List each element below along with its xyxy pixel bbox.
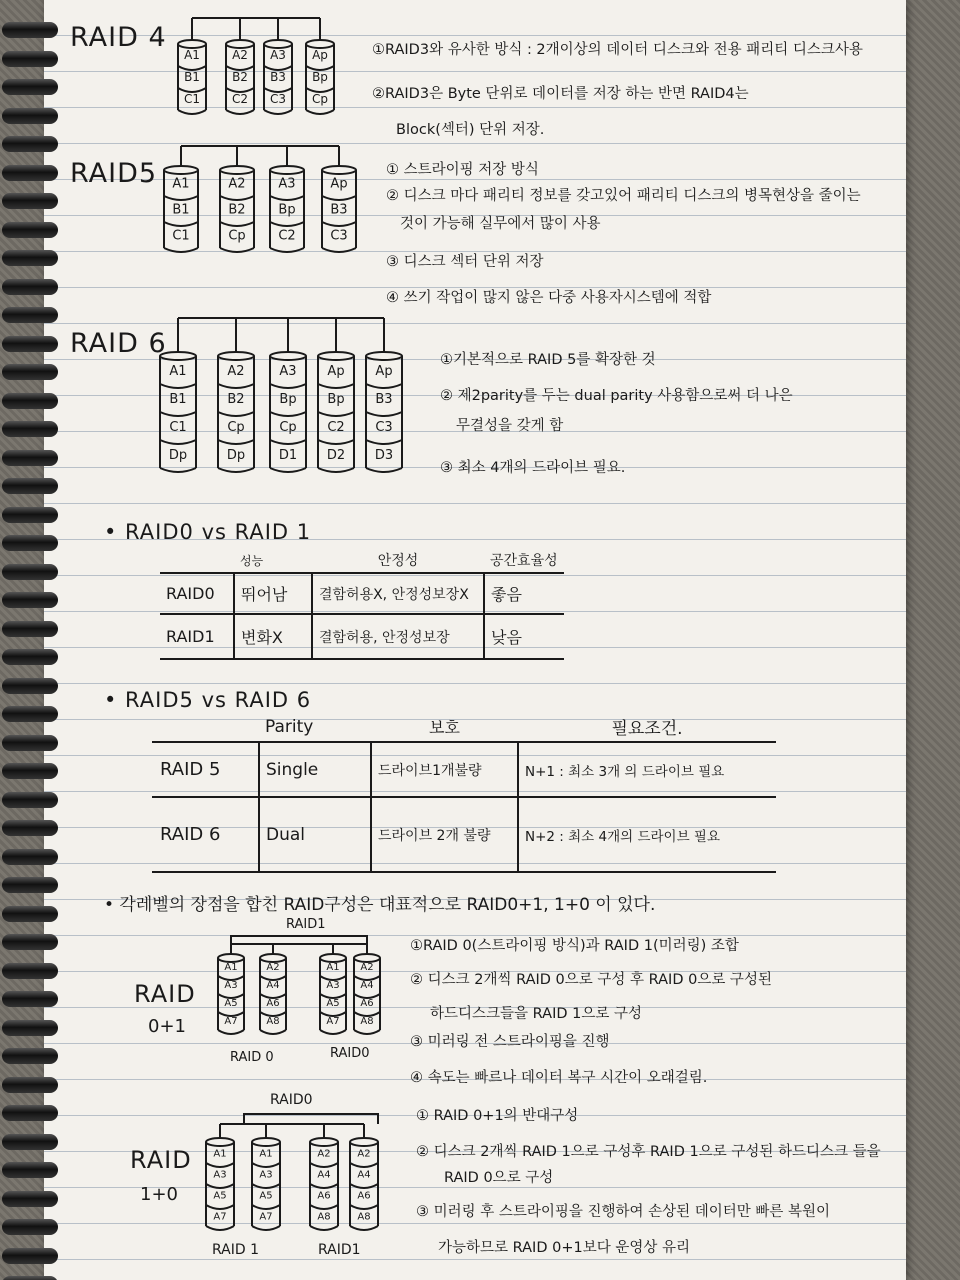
- disk-block-label: A1: [259, 1148, 273, 1160]
- disk-block-label: Bp: [278, 202, 296, 218]
- raid10-title-line2: 1+0: [140, 1184, 178, 1205]
- disk-block-label: A1: [172, 176, 190, 192]
- disk-block-label: Ap: [312, 47, 328, 62]
- disk-block-label: B3: [330, 202, 348, 218]
- compare56-header-requirement: 필요조건.: [611, 719, 683, 739]
- disk-block-label: A3: [259, 1169, 273, 1181]
- disk-segment-line: [206, 1184, 234, 1188]
- disk-segment-line: [252, 1163, 280, 1167]
- compare01-r2-performance: 변화X: [234, 614, 312, 659]
- disk-block-label: A5: [224, 998, 238, 1010]
- disk-block-label: A2: [317, 1148, 331, 1160]
- raid6-note-3: 무결성을 갖게 함: [456, 418, 564, 434]
- disk-top-icon: [270, 352, 306, 360]
- disk-segment-line: [318, 384, 354, 388]
- disk-segment-line: [270, 222, 304, 226]
- disk-block-label: B3: [375, 392, 393, 408]
- disk-block-label: A2: [227, 364, 245, 380]
- disk-top-icon: [220, 166, 254, 174]
- disk-block-label: B1: [169, 392, 187, 408]
- table-row: [160, 614, 564, 659]
- disk-segment-line: [220, 248, 254, 252]
- disk-block-label: C2: [327, 420, 345, 436]
- disk-block-label: A1: [184, 47, 200, 62]
- compare56-header-row: [152, 712, 776, 742]
- disk-block-label: A8: [266, 1016, 280, 1028]
- compare01-header-performance: 성능: [240, 553, 264, 568]
- disk-top-icon: [366, 352, 402, 360]
- disk-block-label: A2: [360, 962, 374, 974]
- disk-block-label: A7: [326, 1016, 340, 1028]
- disk-block-label: A3: [270, 47, 286, 62]
- disk-top-icon: [322, 166, 356, 174]
- disk-block-label: Cp: [227, 420, 245, 436]
- disk-block-label: Ap: [327, 364, 345, 380]
- disk-block-label: A1: [224, 962, 238, 974]
- disk-segment-line: [178, 110, 206, 114]
- raid01-note-3: 하드디스크들을 RAID 1으로 구성: [430, 1006, 642, 1022]
- raid5-note-1: ① 스트라이핑 저장 방식: [386, 162, 539, 178]
- disk-block-label: C3: [375, 420, 393, 436]
- disk-block-label: C3: [330, 228, 348, 244]
- disk-segment-line: [220, 196, 254, 200]
- disk-block-label: A3: [326, 980, 340, 992]
- raid01-top-bracket: [231, 936, 367, 944]
- compare01-table: [160, 548, 564, 660]
- table-row: [160, 573, 564, 614]
- disk-block-label: A3: [278, 176, 296, 192]
- compare56-r2-requirement: N+2 : 최소 4개의 드라이브 필요: [518, 797, 776, 872]
- disk-block-label: C2: [231, 91, 249, 106]
- disk-segment-line: [218, 440, 254, 444]
- disk-block-label: A1: [169, 364, 187, 380]
- disk-segment-line: [270, 248, 304, 252]
- disk-block-label: A6: [317, 1190, 331, 1202]
- disk-segment-line: [264, 110, 292, 114]
- disk-block-label: A3: [224, 980, 238, 992]
- disk-block-label: A2: [266, 962, 280, 974]
- raid10-note-1: ① RAID 0+1의 반대구성: [416, 1108, 579, 1124]
- raid10-note-5: 가능하므로 RAID 0+1보다 운영상 유리: [438, 1240, 690, 1256]
- disk-block-label: Cp: [312, 91, 328, 106]
- raid4-note-2: ②RAID3은 Byte 단위로 데이터를 저장 하는 반면 RAID4는: [372, 86, 749, 102]
- disk-block-label: A6: [357, 1190, 371, 1202]
- raid01-note-1: ①RAID 0(스트라이핑 방식)과 RAID 1(미러링) 조합: [410, 938, 739, 954]
- raid01-group-label-1: RAID 0: [230, 1050, 274, 1065]
- disk-segment-line: [160, 412, 196, 416]
- disk-segment-line: [350, 1163, 378, 1167]
- compare01-r1-space: 좋음: [484, 573, 564, 614]
- disk-top-icon: [206, 1138, 234, 1146]
- compare56-r1-parity: Single: [259, 742, 371, 797]
- disk-segment-line: [164, 248, 198, 252]
- disk-block-label: Ap: [330, 176, 348, 192]
- raid01-title-line1: RAID: [134, 980, 196, 1008]
- disk-block-label: A2: [228, 176, 246, 192]
- compare01-header-empty: [160, 548, 234, 573]
- disk-block-label: A6: [266, 998, 280, 1010]
- compare01-heading: • RAID0 vs RAID 1: [104, 520, 312, 544]
- disk-top-icon: [178, 40, 206, 48]
- compare56-r1-protection: 드라이브1개불량: [371, 742, 518, 797]
- raid4-note-3: Block(섹터) 단위 저장.: [396, 122, 545, 138]
- disk-segment-line: [270, 468, 306, 472]
- disk-block-label: A6: [360, 998, 374, 1010]
- disk-segment-line: [260, 1030, 286, 1034]
- disk-top-icon: [218, 352, 254, 360]
- disk-block-label: A7: [213, 1211, 227, 1223]
- compare56-header-protection: 보호: [429, 718, 460, 737]
- disk-block-label: A4: [266, 980, 280, 992]
- compare56-header-parity: Parity: [265, 716, 314, 737]
- disk-block-label: B2: [232, 69, 248, 84]
- disk-segment-line: [320, 1030, 346, 1034]
- disk-block-label: Cp: [279, 420, 297, 436]
- raid10-top-label: RAID0: [270, 1092, 313, 1108]
- disk-block-label: C2: [278, 228, 296, 244]
- disk-block-label: D1: [278, 448, 298, 464]
- table-row: [152, 742, 776, 797]
- disk-block-label: D2: [326, 448, 346, 464]
- disk-block-label: A5: [213, 1190, 227, 1202]
- disk-block-label: A4: [357, 1169, 371, 1181]
- raid10-group-label-2: RAID1: [318, 1242, 361, 1258]
- disk-top-icon: [252, 1138, 280, 1146]
- disk-segment-line: [160, 384, 196, 388]
- raid4-note-1: ①RAID3와 유사한 방식 : 2개이상의 데이터 디스크와 전용 패리티 디스크사용: [372, 42, 863, 58]
- disk-segment-line: [366, 440, 402, 444]
- compare01-header-row: [160, 548, 564, 573]
- disk-segment-line: [270, 384, 306, 388]
- disk-block-label: A8: [360, 1016, 374, 1028]
- raid5-note-4: ③ 디스크 섹터 단위 저장: [386, 254, 544, 270]
- disk-block-label: Cp: [228, 228, 246, 244]
- disk-top-icon: [306, 40, 334, 48]
- disk-top-icon: [260, 954, 286, 962]
- compare56-heading: • RAID5 vs RAID 6: [104, 688, 312, 712]
- raid4-title: RAID 4: [70, 22, 167, 53]
- disk-segment-line: [218, 1030, 244, 1034]
- raid10-note-3: RAID 0으로 구성: [444, 1170, 554, 1186]
- disk-block-label: C1: [183, 91, 201, 106]
- disk-block-label: D3: [374, 448, 394, 464]
- disk-top-icon: [350, 1138, 378, 1146]
- disk-top-icon: [164, 166, 198, 174]
- disk-segment-line: [218, 468, 254, 472]
- raid01-note-5: ④ 속도는 빠르나 데이터 복구 시간이 오래걸림.: [410, 1070, 708, 1086]
- disk-block-label: A4: [360, 980, 374, 992]
- disk-block-label: A1: [326, 962, 340, 974]
- disk-segment-line: [310, 1163, 338, 1167]
- disk-segment-line: [310, 1184, 338, 1188]
- disk-block-label: B2: [227, 392, 245, 408]
- disk-segment-line: [318, 412, 354, 416]
- disk-segment-line: [164, 222, 198, 226]
- disk-segment-line: [160, 468, 196, 472]
- disk-segment-line: [366, 384, 402, 388]
- compare56-r2-protection: 드라이브 2개 불량: [371, 797, 518, 872]
- compare56-header-empty: [152, 712, 259, 742]
- raid5-title: RAID5: [70, 158, 158, 189]
- disk-segment-line: [226, 110, 254, 114]
- disk-top-icon: [270, 166, 304, 174]
- disk-segment-line: [322, 196, 356, 200]
- compare01-r1-performance: 뛰어남: [234, 573, 312, 614]
- disk-segment-line: [206, 1226, 234, 1230]
- disk-block-label: B2: [228, 202, 246, 218]
- disk-segment-line: [354, 1030, 380, 1034]
- combo-intro: • 각레벨의 장점을 합친 RAID구성은 대표적으로 RAID0+1, 1+0 이 있다.: [104, 895, 656, 915]
- compare56-r1-requirement: N+1 : 최소 3개 의 드라이브 필요: [518, 742, 776, 797]
- disk-top-icon: [354, 954, 380, 962]
- disk-top-icon: [264, 40, 292, 48]
- disk-segment-line: [310, 1226, 338, 1230]
- compare56-table: [152, 712, 776, 873]
- raid6-title: RAID 6: [70, 328, 167, 359]
- disk-block-label: B1: [184, 69, 200, 84]
- disk-segment-line: [218, 412, 254, 416]
- disk-segment-line: [220, 222, 254, 226]
- compare56-r1-level: RAID 5: [160, 759, 221, 780]
- disk-segment-line: [252, 1184, 280, 1188]
- disk-segment-line: [252, 1226, 280, 1230]
- disk-block-label: C1: [172, 228, 190, 244]
- disk-segment-line: [322, 222, 356, 226]
- disk-segment-line: [164, 196, 198, 200]
- raid5-note-2: ② 디스크 마다 패리티 정보를 갖고있어 패리티 디스크의 병목현상을 줄이는: [386, 188, 861, 204]
- disk-block-label: A7: [224, 1016, 238, 1028]
- disk-block-label: Ap: [375, 364, 393, 380]
- disk-segment-line: [350, 1226, 378, 1230]
- disk-block-label: A2: [232, 47, 248, 62]
- disk-block-label: B3: [270, 69, 286, 84]
- disk-segment-line: [252, 1205, 280, 1209]
- compare01-header-stability: 안정성: [377, 553, 419, 569]
- disk-segment-line: [350, 1184, 378, 1188]
- raid01-group-label-2: RAID0: [330, 1046, 370, 1061]
- disk-block-label: B1: [172, 202, 190, 218]
- compare56-r2-level: RAID 6: [160, 824, 221, 845]
- disk-block-label: A2: [357, 1148, 371, 1160]
- table-row: [152, 797, 776, 872]
- disk-segment-line: [310, 1205, 338, 1209]
- disk-segment-line: [366, 412, 402, 416]
- disk-segment-line: [270, 440, 306, 444]
- disk-block-label: A4: [317, 1169, 331, 1181]
- disk-block-label: C1: [169, 420, 187, 436]
- disk-block-label: A8: [317, 1211, 331, 1223]
- compare01-r1-stability: 결함허용X, 안정성보장X: [312, 573, 484, 614]
- raid10-note-2: ② 디스크 2개씩 RAID 1으로 구성후 RAID 1으로 구성된 하드디스크 들을: [416, 1144, 881, 1160]
- disk-block-label: Dp: [168, 448, 188, 464]
- disk-top-icon: [320, 954, 346, 962]
- disk-block-label: A7: [259, 1211, 273, 1223]
- disk-top-icon: [226, 40, 254, 48]
- disk-segment-line: [318, 440, 354, 444]
- disk-segment-line: [206, 1163, 234, 1167]
- compare01-r1-level: RAID0: [166, 584, 215, 603]
- raid5-note-3: 것이 가능해 실무에서 많이 사용: [400, 216, 601, 232]
- disk-segment-line: [322, 248, 356, 252]
- disk-block-label: Bp: [327, 392, 345, 408]
- disk-block-label: Bp: [279, 392, 297, 408]
- disk-segment-line: [318, 468, 354, 472]
- raid10-top-bracket: [244, 1114, 378, 1124]
- raid5-note-5: ④ 쓰기 작업이 많지 않은 다중 사용자시스템에 적합: [386, 290, 712, 306]
- disk-block-label: Dp: [226, 448, 246, 464]
- raid01-top-label: RAID1: [286, 917, 326, 932]
- disk-top-icon: [218, 954, 244, 962]
- disk-segment-line: [366, 468, 402, 472]
- disk-block-label: C3: [269, 91, 287, 106]
- disk-block-label: A8: [357, 1211, 371, 1223]
- disk-block-label: A3: [213, 1169, 227, 1181]
- disk-block-label: A1: [213, 1148, 227, 1160]
- disk-segment-line: [218, 384, 254, 388]
- raid6-note-2: ② 제2parity를 두는 dual parity 사용함으로써 더 나은: [440, 388, 793, 404]
- disk-top-icon: [318, 352, 354, 360]
- compare01-r2-stability: 결함허용, 안정성보장: [312, 614, 484, 659]
- raid6-note-1: ①기본적으로 RAID 5를 확장한 것: [440, 352, 656, 368]
- disk-segment-line: [206, 1205, 234, 1209]
- disk-block-label: Bp: [312, 69, 328, 84]
- raid6-note-4: ③ 최소 4개의 드라이브 필요.: [440, 460, 626, 476]
- raid01-note-4: ③ 미러링 전 스트라이핑을 진행: [410, 1034, 610, 1050]
- disk-segment-line: [306, 110, 334, 114]
- disk-segment-line: [160, 440, 196, 444]
- disk-segment-line: [270, 196, 304, 200]
- disk-segment-line: [350, 1205, 378, 1209]
- disk-top-icon: [310, 1138, 338, 1146]
- compare01-header-space: 공간효율성: [490, 553, 558, 569]
- compare01-r2-level: RAID1: [166, 627, 215, 646]
- disk-block-label: A5: [326, 998, 340, 1010]
- raid01-title-line2: 0+1: [148, 1016, 186, 1037]
- raid10-note-4: ③ 미러링 후 스트라이핑을 진행하여 손상된 데이터만 빠른 복원이: [416, 1204, 831, 1220]
- disk-segment-line: [270, 412, 306, 416]
- raid01-note-2: ② 디스크 2개씩 RAID 0으로 구성 후 RAID 0으로 구성된: [410, 972, 772, 988]
- disk-block-label: A3: [279, 364, 297, 380]
- compare01-r2-space: 낮음: [484, 614, 564, 659]
- disk-block-label: A5: [259, 1190, 273, 1202]
- compare56-r2-parity: Dual: [259, 797, 371, 872]
- raid10-title-line1: RAID: [130, 1146, 192, 1174]
- raid10-group-label-1: RAID 1: [212, 1242, 260, 1258]
